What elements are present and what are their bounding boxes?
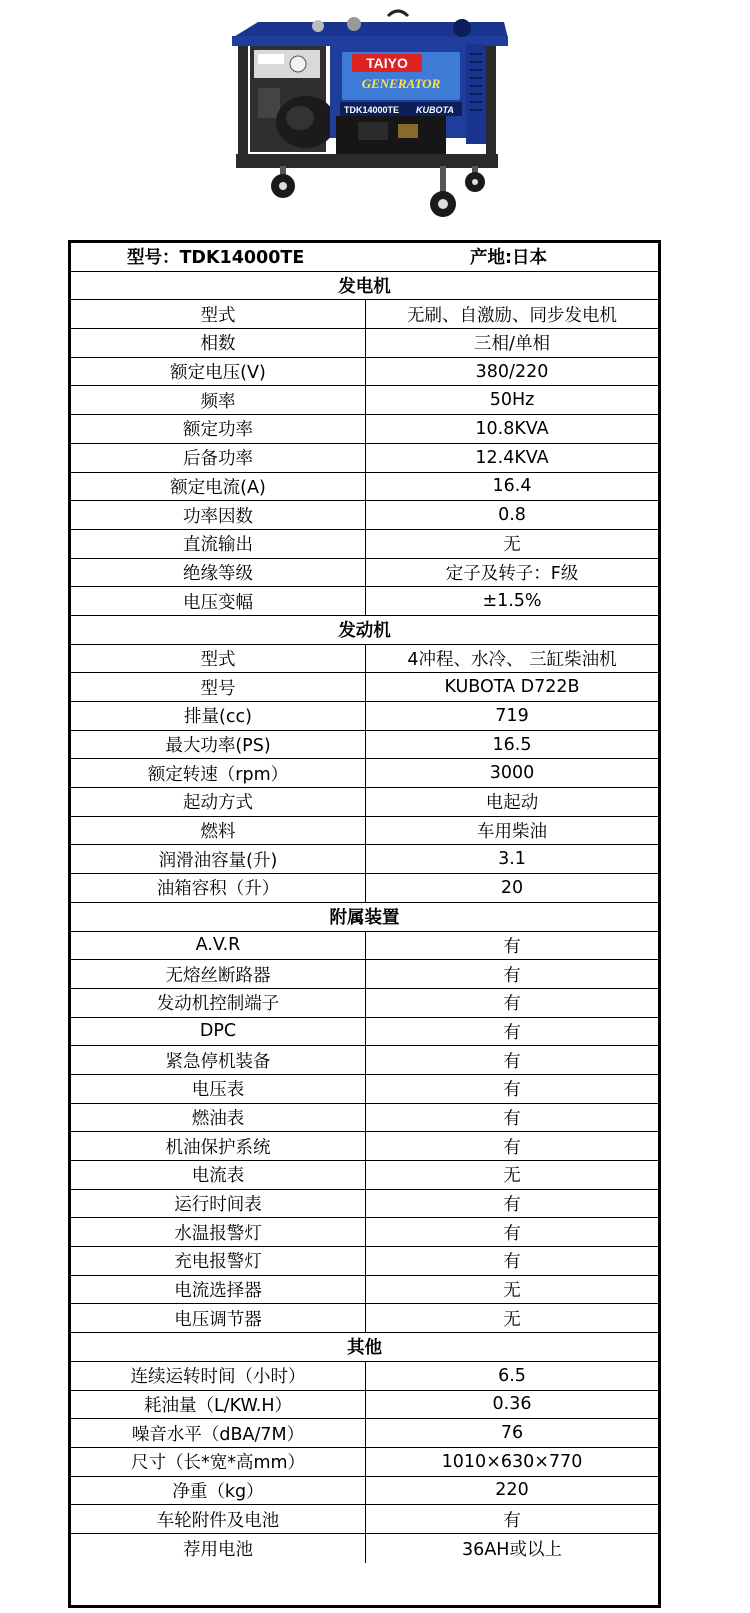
- table-row: [71, 1161, 658, 1190]
- table-row: [71, 731, 658, 760]
- table-row: [71, 759, 658, 788]
- brand-logo: TAIYO: [366, 55, 408, 71]
- table-row: [71, 817, 658, 846]
- table-row: [71, 673, 658, 702]
- table-row: [71, 386, 658, 415]
- table-row: [71, 559, 658, 588]
- table-row: [71, 1046, 658, 1075]
- table-row: [71, 845, 658, 874]
- spec-label: 电压变幅: [71, 587, 366, 615]
- spec-label: 耗油量（L/KW.H）: [71, 1391, 366, 1419]
- section-title-row: [71, 1333, 658, 1362]
- table-row: [71, 874, 658, 903]
- spec-value: 12.4KVA: [475, 447, 549, 468]
- spec-value: 无: [503, 1166, 521, 1187]
- spec-label: 额定功率: [71, 415, 366, 443]
- spec-label: 起动方式: [71, 788, 366, 816]
- table-row: [71, 1276, 658, 1305]
- spec-value: 3000: [489, 763, 535, 784]
- table-row: [71, 530, 658, 559]
- spec-value: 50Hz: [489, 390, 535, 411]
- spec-value: 有: [503, 1252, 521, 1273]
- table-row: [71, 932, 658, 961]
- spec-label: 最大功率(PS): [71, 731, 366, 759]
- spec-value: 车用柴油: [477, 822, 547, 843]
- table-row: [71, 960, 658, 989]
- spec-value: 16.5: [492, 734, 532, 755]
- spec-value: 有: [503, 1022, 521, 1043]
- spec-value: 无: [503, 1281, 521, 1302]
- spec-label: 紧急停机装备: [71, 1046, 366, 1074]
- wheels: [271, 166, 485, 217]
- table-row: [71, 358, 658, 387]
- spec-value: 无: [503, 1309, 521, 1330]
- spec-value: 有: [503, 1510, 521, 1531]
- table-row: [71, 1419, 658, 1448]
- spec-label: 功率因数: [71, 501, 366, 529]
- table-row: [71, 1448, 658, 1477]
- spec-label: 机油保护系统: [71, 1132, 366, 1160]
- spec-value: 380/220: [475, 361, 549, 382]
- table-row: [71, 444, 658, 473]
- spec-label: 额定电流(A): [71, 473, 366, 501]
- spec-label: 额定电压(V): [71, 358, 366, 386]
- spec-label: 车轮附件及电池: [71, 1505, 366, 1533]
- section-title: 发动机: [338, 621, 391, 642]
- spec-value: KUBOTA D722B: [444, 677, 580, 698]
- spec-label: 噪音水平（dBA/7M）: [71, 1419, 366, 1447]
- spec-value: 16.4: [492, 476, 532, 497]
- spec-label: 电压表: [71, 1075, 366, 1103]
- spec-label: 荐用电池: [71, 1534, 366, 1563]
- table-row: [71, 501, 658, 530]
- table-row: [71, 300, 658, 329]
- spec-label: 型式: [71, 300, 366, 328]
- table-row: [71, 329, 658, 358]
- spec-value: 6.5: [498, 1365, 526, 1386]
- spec-label: DPC: [71, 1018, 366, 1046]
- spec-value: ±1.5%: [482, 591, 542, 612]
- table-row: [71, 1505, 658, 1534]
- spec-value: 4冲程、水冷、 三缸柴油机: [407, 649, 617, 670]
- product-image: [218, 4, 518, 220]
- spec-label: 水温报警灯: [71, 1218, 366, 1246]
- engine-brand: KUBOTA: [416, 105, 454, 115]
- section-title: 其他: [347, 1338, 382, 1359]
- spec-value: 有: [503, 1137, 521, 1158]
- spec-value: 有: [503, 1108, 521, 1129]
- spec-label: 发动机控制端子: [71, 989, 366, 1017]
- spec-label: 绝缘等级: [71, 559, 366, 587]
- spec-label: 相数: [71, 329, 366, 357]
- spec-value: 有: [503, 994, 521, 1015]
- spec-value: 1010×630×770: [441, 1451, 583, 1472]
- spec-value: 有: [503, 1080, 521, 1101]
- spec-value: 0.36: [492, 1394, 532, 1415]
- spec-label: 后备功率: [71, 444, 366, 472]
- spec-label: 无熔丝断路器: [71, 960, 366, 988]
- section-title-row: [71, 272, 658, 301]
- table-row: [71, 1018, 658, 1047]
- table-row: [71, 1104, 658, 1133]
- table-row: [71, 1218, 658, 1247]
- spec-label: 频率: [71, 386, 366, 414]
- spec-value: 0.8: [498, 505, 526, 526]
- spec-value: 定子及转子：F级: [445, 563, 579, 584]
- section-title-row: [71, 616, 658, 645]
- spec-table: [68, 240, 661, 1608]
- spec-label: 型式: [71, 645, 366, 673]
- spec-value: 10.8KVA: [475, 418, 549, 439]
- model-header: 型号：TDK14000TE: [127, 248, 305, 269]
- spec-label: 连续运转时间（小时）: [71, 1362, 366, 1390]
- spec-value: 有: [503, 965, 521, 986]
- table-row: [71, 1477, 658, 1506]
- spec-label: 额定转速（rpm）: [71, 759, 366, 787]
- table-row: [71, 989, 658, 1018]
- spec-value: 有: [503, 936, 521, 957]
- generator-label: GENERATOR: [361, 76, 441, 91]
- frame-base: [236, 154, 498, 168]
- model-plate: TDK14000TE: [344, 105, 400, 115]
- table-row: [71, 1247, 658, 1276]
- spec-label: 油箱容积（升）: [71, 874, 366, 902]
- spec-label: 充电报警灯: [71, 1247, 366, 1275]
- spec-label: 电流表: [71, 1161, 366, 1189]
- spec-label: 润滑油容量(升): [71, 845, 366, 873]
- table-row: [71, 415, 658, 444]
- spec-value: 有: [503, 1051, 521, 1072]
- spec-value: 无: [503, 535, 521, 556]
- spec-label: 净重（kg）: [71, 1477, 366, 1505]
- spec-label: 排量(cc): [71, 702, 366, 730]
- spec-value: 有: [503, 1223, 521, 1244]
- spec-value: 3.1: [498, 849, 526, 870]
- table-row: [71, 1190, 658, 1219]
- spec-value: 220: [495, 1480, 529, 1501]
- spec-value: 20: [500, 877, 524, 898]
- spec-value: 无刷、自激励、同步发电机: [407, 305, 617, 326]
- table-header-row: [71, 243, 658, 272]
- table-row: [71, 702, 658, 731]
- spec-label: A.V.R: [71, 932, 366, 960]
- spec-value: 三相/单相: [474, 334, 550, 355]
- spec-value: 电起动: [485, 793, 539, 814]
- spec-label: 燃料: [71, 817, 366, 845]
- table-row: [71, 587, 658, 616]
- spec-value: 有: [503, 1195, 521, 1216]
- table-row: [71, 1075, 658, 1104]
- section-title-row: [71, 903, 658, 932]
- table-row: [71, 1132, 658, 1161]
- table-row: [71, 1534, 658, 1563]
- section-title: 附属装置: [329, 908, 400, 929]
- origin-header: 产地:日本: [470, 248, 547, 269]
- table-row: [71, 645, 658, 674]
- section-title: 发电机: [338, 277, 391, 298]
- spec-value: 36AH或以上: [462, 1539, 562, 1560]
- spec-value: 76: [500, 1423, 524, 1444]
- spec-label: 尺寸（长*宽*高mm）: [71, 1448, 366, 1476]
- spec-label: 直流输出: [71, 530, 366, 558]
- spec-label: 型号: [71, 673, 366, 701]
- table-row: [71, 788, 658, 817]
- table-row: [71, 473, 658, 502]
- table-row: [71, 1304, 658, 1333]
- spec-label: 燃油表: [71, 1104, 366, 1132]
- spec-value: 719: [495, 705, 529, 726]
- spec-label: 运行时间表: [71, 1190, 366, 1218]
- spec-label: 电压调节器: [71, 1304, 366, 1332]
- table-row: [71, 1362, 658, 1391]
- spec-label: 电流选择器: [71, 1276, 366, 1304]
- table-row: [71, 1391, 658, 1420]
